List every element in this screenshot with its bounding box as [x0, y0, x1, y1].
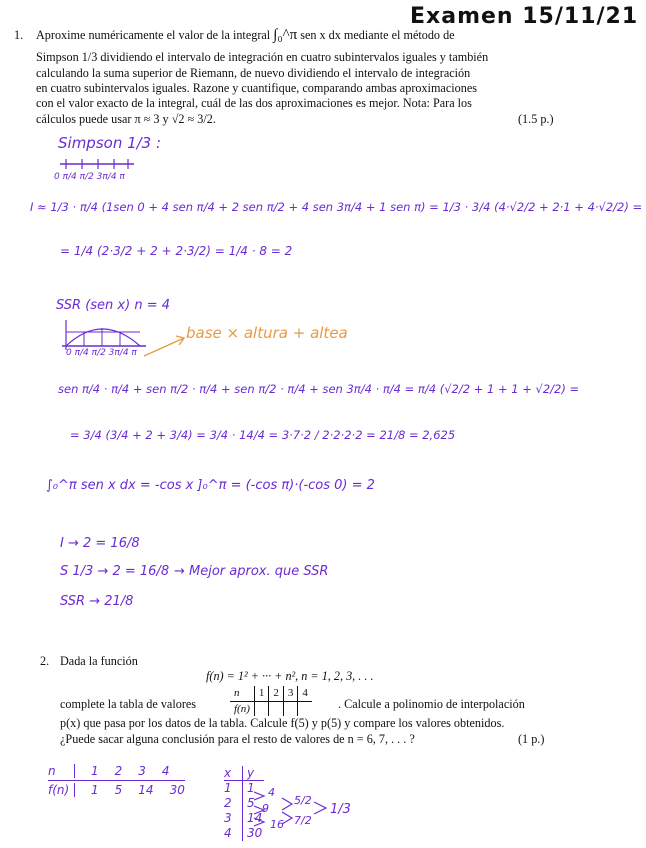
- simpson-result: = 1/4 (2·3/2 + 2 + 2·3/2) = 1/4 · 8 = 2: [60, 244, 293, 258]
- hw-table-f: 5: [114, 783, 123, 797]
- q2-function: f(n) = 1² + ··· + n², n = 1, 2, 3, . . .: [206, 669, 374, 683]
- diff-x: 3: [224, 811, 232, 825]
- ssr-value: SSR → 21/8: [60, 594, 134, 609]
- q2-points: (1 p.): [518, 732, 545, 746]
- ssr-result: = 3/4 (3/4 + 2 + 3/4) = 3/4 · 14/4 = 3·7·2 / 2·2·2·2 = 21/8 = 2,625: [70, 428, 456, 442]
- values-table-head-4: 4: [298, 686, 312, 701]
- values-table: [230, 686, 312, 716]
- diff3: 1/3: [330, 802, 351, 817]
- arrow-icon: [140, 330, 190, 360]
- better-note: → Mejor aprox. que SSR: [174, 564, 329, 579]
- values-table-head-n: n: [230, 686, 254, 701]
- diff1-a: 4: [268, 786, 275, 799]
- q1-line3: calculando la suma superior de Riemann, de nuevo dividiendo el intervalo de integración: [36, 66, 471, 80]
- exact-value: I → 2 = 16/8: [60, 536, 140, 551]
- q1-line5: con el valor exacto de la integral, cuál de las dos aproximaciones es mejor. Nota: Para los: [36, 96, 472, 110]
- diff1-c: 16: [270, 818, 284, 831]
- simpson-label: Simpson 1/3 :: [58, 134, 162, 152]
- values-table-cell: [254, 701, 269, 716]
- q2-text1: complete la tabla de valores: [60, 697, 197, 711]
- diff2-b: 7/2: [294, 814, 312, 827]
- hw-table-n-label: n: [48, 764, 75, 778]
- q2-intro: Dada la función: [60, 654, 138, 668]
- diff-arrows-icon: [252, 786, 332, 830]
- q2-text2: p(x) que pasa por los datos de la tabla. Calcule f(5) y p(5) y compare los valores obtenidos.: [60, 716, 505, 730]
- diff-y-header: y: [247, 766, 255, 780]
- hw-table-f-label: f(n): [48, 783, 75, 797]
- hw-table-n: 2: [114, 764, 123, 778]
- diff-x: 2: [224, 796, 232, 810]
- ssr-label: SSR (sen x) n = 4: [56, 298, 170, 313]
- hw-table: [48, 764, 185, 797]
- q1-integral: ∫₀^π: [273, 27, 298, 43]
- simpson-formula: I ≈ 1/3 · π/4 (1sen 0 + 4 sen π/4 + 2 sen π/2 + 4 sen 3π/4 + 1 sen π) = 1/3 · 3/4 (4·√2/2 + 2·1 + 4·√2/2) =: [30, 200, 643, 214]
- base-note: base × altura + altea: [186, 324, 348, 342]
- q2-number: 2.: [40, 654, 50, 668]
- riemann-axis-labels: 0 π/4 π/2 3π/4 π: [66, 348, 137, 358]
- hw-table-n: 1: [91, 764, 99, 778]
- values-table-row-label: f(n): [230, 701, 254, 716]
- diff2-a: 5/2: [294, 794, 312, 807]
- simpson-value: S 1/3 → 2 = 16/8: [60, 564, 170, 579]
- values-table-head-3: 3: [283, 686, 298, 701]
- q1-line1-part2: sen x dx mediante el método de: [300, 28, 455, 42]
- q1-line2: Simpson 1/3 dividiendo el intervalo de integración en cuatro subintervalos iguales y también: [36, 50, 489, 64]
- diff-y: 5: [247, 796, 255, 810]
- q1-line1: [36, 28, 566, 43]
- q1-line1-part1: Aproxime numéricamente el valor de la integral: [36, 28, 271, 42]
- ssr-formula: sen π/4 · π/4 + sen π/2 · π/4 + sen π/2 · π/4 + sen 3π/4 · π/4 = π/4 (√2/2 + 1 + 1 + √2/2) =: [58, 382, 580, 396]
- q1-line4: en cuatro subintervalos iguales. Razone y cuantifique, comparando ambas aproximaciones: [36, 81, 477, 95]
- q2-text3: ¿Puede sacar alguna conclusión para el resto de valores de n = 6, 7, . . . ?: [60, 732, 415, 746]
- diff-y: 14: [247, 811, 263, 825]
- hw-table-f: 14: [138, 783, 154, 797]
- values-table-cell: [283, 701, 298, 716]
- q2-text1b: . Calcule a polinomio de interpolación: [338, 697, 525, 711]
- diff-x: 1: [224, 781, 232, 795]
- hw-table-n: 4: [161, 764, 170, 778]
- exam-title: Examen 15/11/21: [410, 4, 639, 29]
- q1-points: (1.5 p.): [518, 112, 554, 126]
- simpson-axis-labels: 0 π/4 π/2 3π/4 π: [54, 172, 125, 182]
- diff-x-header: x: [224, 766, 243, 780]
- diff1-b: 9: [262, 802, 269, 815]
- hw-table-f: 1: [91, 783, 99, 797]
- diff-y: 30: [247, 826, 263, 840]
- q1-line6: cálculos puede usar π ≈ 3 y √2 ≈ 3/2.: [36, 112, 216, 126]
- values-table-head-1: 1: [254, 686, 269, 701]
- hw-table-f: 30: [169, 783, 185, 797]
- q1-number: 1.: [14, 28, 24, 42]
- values-table-cell: [269, 701, 284, 716]
- diff-y: 1: [247, 781, 255, 795]
- exact-integral: ∫₀^π sen x dx = -cos x ]₀^π = (-cos π)·(-cos 0) = 2: [46, 478, 375, 493]
- values-table-head-2: 2: [269, 686, 284, 701]
- diff-x: 4: [224, 826, 232, 840]
- values-table-cell: [298, 701, 312, 716]
- hw-table-n: 3: [138, 764, 146, 778]
